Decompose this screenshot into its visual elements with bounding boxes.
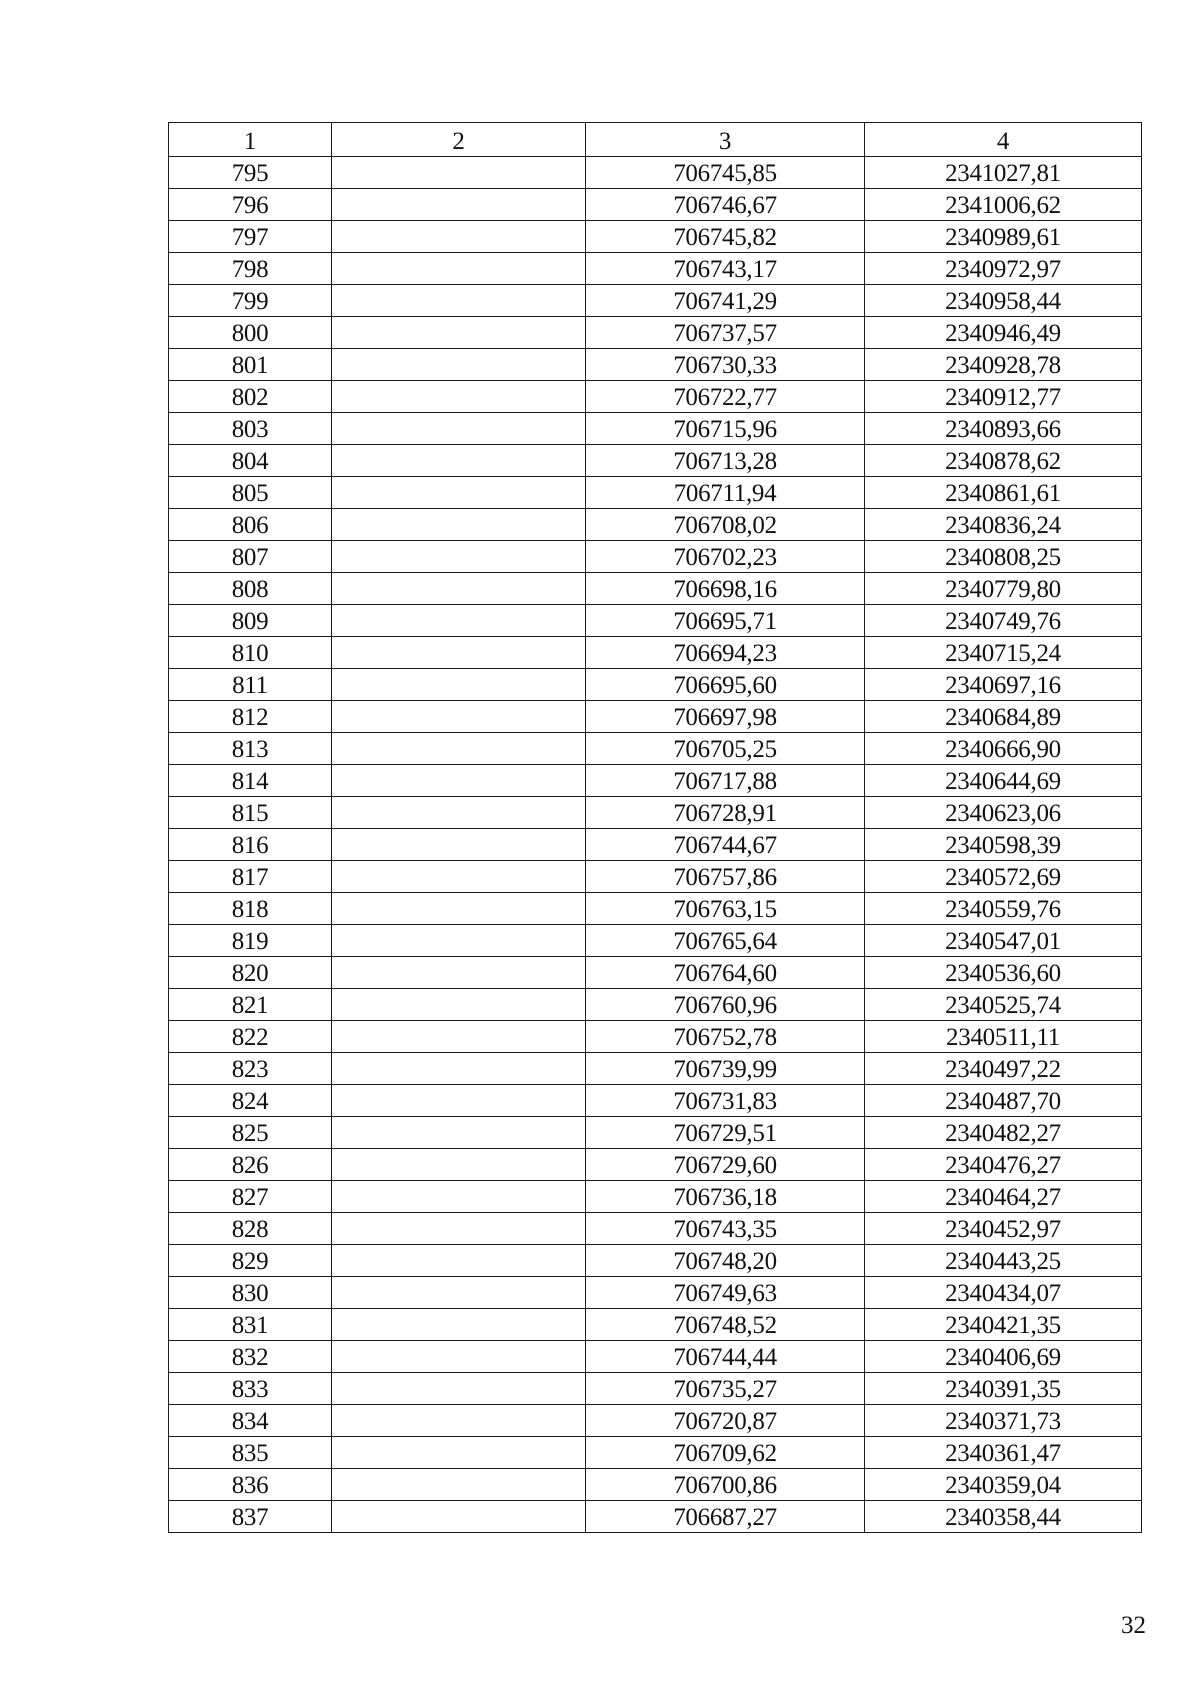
name-cell [332, 573, 586, 605]
table-row [169, 573, 1142, 605]
table-row [169, 317, 1142, 349]
point-number-cell: 815 [169, 797, 332, 829]
x-coordinate-cell: 706700,86 [586, 1469, 865, 1501]
point-number-cell: 835 [169, 1437, 332, 1469]
x-coordinate-cell: 706745,82 [586, 221, 865, 253]
x-coordinate-cell: 706743,35 [586, 1213, 865, 1245]
y-coordinate-cell: 2340525,74 [865, 989, 1142, 1021]
name-cell [332, 733, 586, 765]
column-header-1: 1 [169, 123, 332, 157]
name-cell [332, 253, 586, 285]
table-row [169, 285, 1142, 317]
point-number-cell: 816 [169, 829, 332, 861]
x-coordinate-cell: 706760,96 [586, 989, 865, 1021]
x-coordinate-cell: 706708,02 [586, 509, 865, 541]
y-coordinate-cell: 2340666,90 [865, 733, 1142, 765]
name-cell [332, 861, 586, 893]
name-cell [332, 1405, 586, 1437]
table-row [169, 1149, 1142, 1181]
y-coordinate-cell: 2340623,06 [865, 797, 1142, 829]
name-cell [332, 893, 586, 925]
point-number-cell: 823 [169, 1053, 332, 1085]
y-coordinate-cell: 2340361,47 [865, 1437, 1142, 1469]
table-row [169, 765, 1142, 797]
x-coordinate-cell: 706687,27 [586, 1501, 865, 1533]
y-coordinate-cell: 2340391,35 [865, 1373, 1142, 1405]
name-cell [332, 957, 586, 989]
name-cell [332, 509, 586, 541]
x-coordinate-cell: 706735,27 [586, 1373, 865, 1405]
point-number-cell: 800 [169, 317, 332, 349]
table-row [169, 893, 1142, 925]
x-coordinate-cell: 706752,78 [586, 1021, 865, 1053]
name-cell [332, 221, 586, 253]
y-coordinate-cell: 2340536,60 [865, 957, 1142, 989]
point-number-cell: 797 [169, 221, 332, 253]
name-cell [332, 477, 586, 509]
table-row [169, 1021, 1142, 1053]
point-number-cell: 818 [169, 893, 332, 925]
x-coordinate-cell: 706720,87 [586, 1405, 865, 1437]
y-coordinate-cell: 2340749,76 [865, 605, 1142, 637]
table-row [169, 445, 1142, 477]
name-cell [332, 1181, 586, 1213]
y-coordinate-cell: 2340861,61 [865, 477, 1142, 509]
y-coordinate-cell: 2340443,25 [865, 1245, 1142, 1277]
x-coordinate-cell: 706744,44 [586, 1341, 865, 1373]
y-coordinate-cell: 2340779,80 [865, 573, 1142, 605]
point-number-cell: 831 [169, 1309, 332, 1341]
table-row [169, 989, 1142, 1021]
name-cell [332, 1373, 586, 1405]
name-cell [332, 1053, 586, 1085]
x-coordinate-cell: 706715,96 [586, 413, 865, 445]
point-number-cell: 814 [169, 765, 332, 797]
x-coordinate-cell: 706694,23 [586, 637, 865, 669]
table-row [169, 381, 1142, 413]
point-number-cell: 795 [169, 157, 332, 189]
table-body [169, 157, 1142, 1533]
point-number-cell: 824 [169, 1085, 332, 1117]
point-number-cell: 837 [169, 1501, 332, 1533]
y-coordinate-cell: 2340928,78 [865, 349, 1142, 381]
y-coordinate-cell: 2340808,25 [865, 541, 1142, 573]
table-row [169, 861, 1142, 893]
table-row [169, 509, 1142, 541]
table-row [169, 701, 1142, 733]
y-coordinate-cell: 2340893,66 [865, 413, 1142, 445]
name-cell [332, 1085, 586, 1117]
y-coordinate-cell: 2340359,04 [865, 1469, 1142, 1501]
point-number-cell: 832 [169, 1341, 332, 1373]
name-cell [332, 1309, 586, 1341]
point-number-cell: 819 [169, 925, 332, 957]
y-coordinate-cell: 2340697,16 [865, 669, 1142, 701]
name-cell [332, 1277, 586, 1309]
point-number-cell: 799 [169, 285, 332, 317]
table-row [169, 349, 1142, 381]
name-cell [332, 797, 586, 829]
x-coordinate-cell: 706731,83 [586, 1085, 865, 1117]
y-coordinate-cell: 2340912,77 [865, 381, 1142, 413]
name-cell [332, 829, 586, 861]
x-coordinate-cell: 706711,94 [586, 477, 865, 509]
y-coordinate-cell: 2340511,11 [865, 1021, 1142, 1053]
table-row [169, 1469, 1142, 1501]
x-coordinate-cell: 706713,28 [586, 445, 865, 477]
y-coordinate-cell: 2340559,76 [865, 893, 1142, 925]
x-coordinate-cell: 706764,60 [586, 957, 865, 989]
x-coordinate-cell: 706722,77 [586, 381, 865, 413]
x-coordinate-cell: 706749,63 [586, 1277, 865, 1309]
table-row [169, 1181, 1142, 1213]
name-cell [332, 989, 586, 1021]
y-coordinate-cell: 2340958,44 [865, 285, 1142, 317]
x-coordinate-cell: 706736,18 [586, 1181, 865, 1213]
table-row [169, 1117, 1142, 1149]
y-coordinate-cell: 2341006,62 [865, 189, 1142, 221]
x-coordinate-cell: 706739,99 [586, 1053, 865, 1085]
point-number-cell: 807 [169, 541, 332, 573]
name-cell [332, 669, 586, 701]
x-coordinate-cell: 706744,67 [586, 829, 865, 861]
table-row [169, 157, 1142, 189]
x-coordinate-cell: 706697,98 [586, 701, 865, 733]
table-row [169, 1213, 1142, 1245]
name-cell [332, 541, 586, 573]
table-row [169, 1501, 1142, 1533]
x-coordinate-cell: 706763,15 [586, 893, 865, 925]
table-row [169, 797, 1142, 829]
y-coordinate-cell: 2340358,44 [865, 1501, 1142, 1533]
table-row [169, 541, 1142, 573]
point-number-cell: 798 [169, 253, 332, 285]
table-row [169, 1053, 1142, 1085]
name-cell [332, 349, 586, 381]
y-coordinate-cell: 2340715,24 [865, 637, 1142, 669]
table-row [169, 413, 1142, 445]
y-coordinate-cell: 2341027,81 [865, 157, 1142, 189]
y-coordinate-cell: 2340482,27 [865, 1117, 1142, 1149]
x-coordinate-cell: 706741,29 [586, 285, 865, 317]
x-coordinate-cell: 706729,60 [586, 1149, 865, 1181]
point-number-cell: 826 [169, 1149, 332, 1181]
y-coordinate-cell: 2340371,73 [865, 1405, 1142, 1437]
column-header-2: 2 [332, 123, 586, 157]
y-coordinate-cell: 2340878,62 [865, 445, 1142, 477]
table-row [169, 189, 1142, 221]
x-coordinate-cell: 706737,57 [586, 317, 865, 349]
point-number-cell: 827 [169, 1181, 332, 1213]
table-row [169, 637, 1142, 669]
y-coordinate-cell: 2340434,07 [865, 1277, 1142, 1309]
x-coordinate-cell: 706695,60 [586, 669, 865, 701]
name-cell [332, 317, 586, 349]
point-number-cell: 806 [169, 509, 332, 541]
page-number: 32 [1121, 1612, 1146, 1639]
table-row [169, 669, 1142, 701]
point-number-cell: 820 [169, 957, 332, 989]
name-cell [332, 189, 586, 221]
table-header [169, 123, 1142, 157]
point-number-cell: 808 [169, 573, 332, 605]
point-number-cell: 833 [169, 1373, 332, 1405]
x-coordinate-cell: 706746,67 [586, 189, 865, 221]
column-header-4: 4 [865, 123, 1142, 157]
y-coordinate-cell: 2340972,97 [865, 253, 1142, 285]
x-coordinate-cell: 706709,62 [586, 1437, 865, 1469]
point-number-cell: 813 [169, 733, 332, 765]
name-cell [332, 1437, 586, 1469]
name-cell [332, 285, 586, 317]
point-number-cell: 825 [169, 1117, 332, 1149]
coordinates-table [168, 122, 1142, 1533]
x-coordinate-cell: 706748,20 [586, 1245, 865, 1277]
y-coordinate-cell: 2340497,22 [865, 1053, 1142, 1085]
x-coordinate-cell: 706717,88 [586, 765, 865, 797]
name-cell [332, 1501, 586, 1533]
table-row [169, 253, 1142, 285]
table-row [169, 1373, 1142, 1405]
name-cell [332, 701, 586, 733]
y-coordinate-cell: 2340476,27 [865, 1149, 1142, 1181]
point-number-cell: 828 [169, 1213, 332, 1245]
y-coordinate-cell: 2340684,89 [865, 701, 1142, 733]
y-coordinate-cell: 2340464,27 [865, 1181, 1142, 1213]
y-coordinate-cell: 2340989,61 [865, 221, 1142, 253]
y-coordinate-cell: 2340406,69 [865, 1341, 1142, 1373]
x-coordinate-cell: 706757,86 [586, 861, 865, 893]
x-coordinate-cell: 706748,52 [586, 1309, 865, 1341]
table-row [169, 605, 1142, 637]
name-cell [332, 1341, 586, 1373]
y-coordinate-cell: 2340836,24 [865, 509, 1142, 541]
point-number-cell: 829 [169, 1245, 332, 1277]
x-coordinate-cell: 706702,23 [586, 541, 865, 573]
table-row [169, 1085, 1142, 1117]
name-cell [332, 605, 586, 637]
y-coordinate-cell: 2340572,69 [865, 861, 1142, 893]
point-number-cell: 796 [169, 189, 332, 221]
table-row [169, 733, 1142, 765]
table-row [169, 925, 1142, 957]
x-coordinate-cell: 706695,71 [586, 605, 865, 637]
x-coordinate-cell: 706728,91 [586, 797, 865, 829]
table-row [169, 477, 1142, 509]
point-number-cell: 834 [169, 1405, 332, 1437]
x-coordinate-cell: 706743,17 [586, 253, 865, 285]
point-number-cell: 809 [169, 605, 332, 637]
y-coordinate-cell: 2340598,39 [865, 829, 1142, 861]
name-cell [332, 1245, 586, 1277]
y-coordinate-cell: 2340946,49 [865, 317, 1142, 349]
name-cell [332, 381, 586, 413]
table-row [169, 1405, 1142, 1437]
x-coordinate-cell: 706745,85 [586, 157, 865, 189]
name-cell [332, 445, 586, 477]
point-number-cell: 817 [169, 861, 332, 893]
point-number-cell: 836 [169, 1469, 332, 1501]
name-cell [332, 157, 586, 189]
table-row [169, 1277, 1142, 1309]
y-coordinate-cell: 2340644,69 [865, 765, 1142, 797]
name-cell [332, 1469, 586, 1501]
point-number-cell: 830 [169, 1277, 332, 1309]
table-row [169, 1437, 1142, 1469]
name-cell [332, 925, 586, 957]
x-coordinate-cell: 706705,25 [586, 733, 865, 765]
table-row [169, 1245, 1142, 1277]
point-number-cell: 805 [169, 477, 332, 509]
y-coordinate-cell: 2340487,70 [865, 1085, 1142, 1117]
x-coordinate-cell: 706730,33 [586, 349, 865, 381]
x-coordinate-cell: 706729,51 [586, 1117, 865, 1149]
point-number-cell: 822 [169, 1021, 332, 1053]
y-coordinate-cell: 2340547,01 [865, 925, 1142, 957]
table-row [169, 957, 1142, 989]
point-number-cell: 802 [169, 381, 332, 413]
name-cell [332, 1149, 586, 1181]
point-number-cell: 803 [169, 413, 332, 445]
table-row [169, 829, 1142, 861]
x-coordinate-cell: 706765,64 [586, 925, 865, 957]
name-cell [332, 1117, 586, 1149]
x-coordinate-cell: 706698,16 [586, 573, 865, 605]
name-cell [332, 1213, 586, 1245]
table-row [169, 1341, 1142, 1373]
name-cell [332, 1021, 586, 1053]
point-number-cell: 801 [169, 349, 332, 381]
y-coordinate-cell: 2340452,97 [865, 1213, 1142, 1245]
point-number-cell: 804 [169, 445, 332, 477]
name-cell [332, 413, 586, 445]
point-number-cell: 811 [169, 669, 332, 701]
y-coordinate-cell: 2340421,35 [865, 1309, 1142, 1341]
point-number-cell: 821 [169, 989, 332, 1021]
point-number-cell: 812 [169, 701, 332, 733]
column-header-3: 3 [586, 123, 865, 157]
table-row [169, 1309, 1142, 1341]
name-cell [332, 637, 586, 669]
header-row [169, 123, 1142, 157]
table-row [169, 221, 1142, 253]
point-number-cell: 810 [169, 637, 332, 669]
name-cell [332, 765, 586, 797]
